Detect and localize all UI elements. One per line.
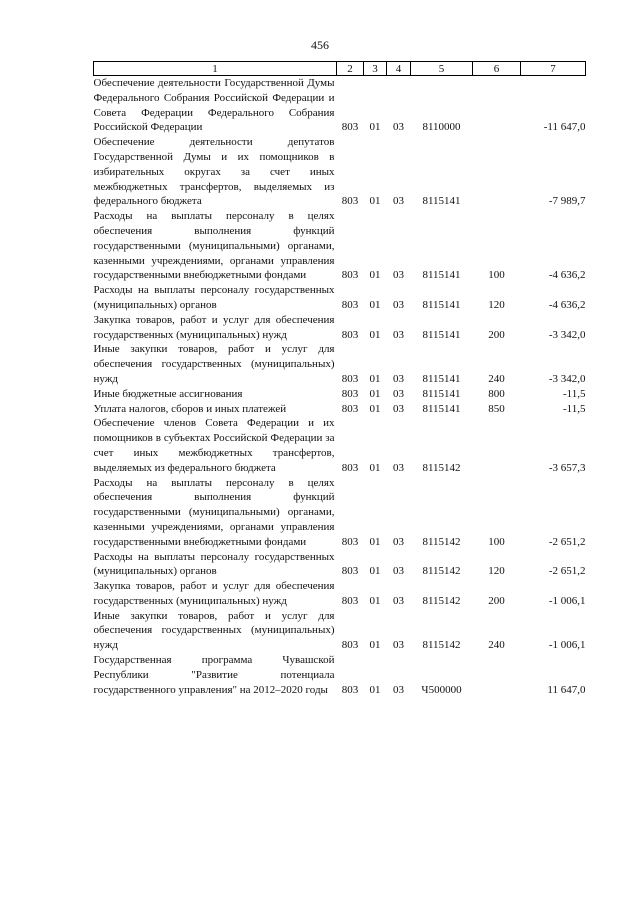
table-row <box>94 342 586 386</box>
row-name: Обеспечение деятельности Государственной Думы Федерального Собрания Российской Федерации и Совета Федерации Федерального Собрания Российской Федерации <box>93 77 335 134</box>
table-row <box>94 135 586 209</box>
row-gr: 803 <box>341 195 359 208</box>
row-name: Обеспечение деятельности депутатов Государственной Думы и их помощников в избирательных округах за счет иных межбюджетных трансфертов, выделяемых из федерального бюджета <box>93 136 335 208</box>
table-row <box>94 283 586 313</box>
row-pr: 03 <box>393 535 404 548</box>
row-name: Расходы на выплаты персоналу государственных (муниципальных) органов <box>93 550 335 578</box>
row-sum: -11 647,0 <box>543 121 586 134</box>
row-pr: 03 <box>393 298 404 311</box>
row-vr <box>473 76 521 136</box>
row-gr: 803 <box>341 269 359 282</box>
row-name: Иные закупки товаров, работ и услуг для обеспечения государственных (муниципальных) нужд <box>93 609 335 652</box>
row-vr: 120 <box>488 298 505 311</box>
row-name: Закупка товаров, работ и услуг для обеспечения государственных (муниципальных) нужд <box>93 580 335 607</box>
row-pr: 03 <box>393 195 404 208</box>
row-gr: 803 <box>341 372 359 385</box>
table-row <box>94 313 586 343</box>
row-pr: 03 <box>393 402 404 415</box>
row-vr: 240 <box>488 372 505 385</box>
row-vr: 100 <box>488 535 505 548</box>
row-sum: -11,5 <box>562 402 586 415</box>
row-vr: 800 <box>488 387 505 400</box>
row-gr: 803 <box>341 402 359 415</box>
row-csr: 8115142 <box>422 639 461 652</box>
row-rz: 01 <box>369 535 381 548</box>
row-gr: 803 <box>341 639 359 652</box>
row-pr: 03 <box>393 461 404 474</box>
row-vr: 850 <box>488 402 505 415</box>
row-pr: 03 <box>393 683 404 696</box>
row-name: Государственная программа Чувашской Республики "Развитие потенциала государственного управления" на 2012–2020 годы <box>93 654 335 696</box>
row-rz: 01 <box>369 639 381 652</box>
header-col-3: 3 <box>364 62 387 76</box>
row-rz: 01 <box>369 195 381 208</box>
row-csr: 8110000 <box>422 121 461 134</box>
row-gr: 803 <box>341 535 359 548</box>
row-sum: -7 989,7 <box>548 195 586 208</box>
row-sum: -3 342,0 <box>548 328 586 341</box>
row-vr <box>473 653 521 697</box>
row-pr: 03 <box>393 594 404 607</box>
row-pr: 03 <box>393 328 404 341</box>
header-col-1: 1 <box>94 62 337 76</box>
row-csr: 8115141 <box>422 328 461 341</box>
row-csr: 8115141 <box>422 372 461 385</box>
table-row <box>94 416 586 475</box>
table-body <box>94 76 586 698</box>
row-name: Расходы на выплаты персоналу в целях обеспечения выполнения функций государственными (муниципальными) органами, казенными учреждениями, органами управления государственными внебюджетными фондами <box>93 476 335 548</box>
table-row <box>94 476 586 550</box>
row-name: Расходы на выплаты персоналу в целях обеспечения выполнения функций государственными (муниципальными) органами, казенными учреждениями, органами управления государственными внебюджетными фондами <box>93 210 335 282</box>
row-rz: 01 <box>369 683 381 696</box>
row-sum: -3 342,0 <box>548 372 586 385</box>
row-vr: 120 <box>488 565 505 578</box>
row-rz: 01 <box>369 402 381 415</box>
page-number: 456 <box>311 38 329 52</box>
row-csr: 8115141 <box>422 402 461 415</box>
row-rz: 01 <box>369 298 381 311</box>
header-col-4: 4 <box>387 62 411 76</box>
row-sum: -11,5 <box>562 387 586 400</box>
table-row <box>94 579 586 609</box>
table-header-row <box>94 62 586 76</box>
header-col-2: 2 <box>337 62 364 76</box>
row-csr: Ч500000 <box>421 683 462 696</box>
row-vr: 100 <box>488 269 505 282</box>
header-col-7: 7 <box>521 62 586 76</box>
row-csr: 8115142 <box>422 461 461 474</box>
row-csr: 8115141 <box>422 298 461 311</box>
row-csr: 8115142 <box>422 535 461 548</box>
row-rz: 01 <box>369 461 381 474</box>
row-csr: 8115142 <box>422 565 461 578</box>
row-rz: 01 <box>369 387 381 400</box>
table-row <box>94 402 586 417</box>
row-pr: 03 <box>393 372 404 385</box>
row-name: Иные бюджетные ассигнования <box>93 387 243 400</box>
row-gr: 803 <box>341 121 359 134</box>
header-col-5: 5 <box>411 62 473 76</box>
row-name: Уплата налогов, сборов и иных платежей <box>93 402 287 415</box>
table-row <box>94 653 586 697</box>
row-gr: 803 <box>341 565 359 578</box>
row-sum: -1 006,1 <box>548 594 586 607</box>
row-pr: 03 <box>393 121 404 134</box>
row-sum: -4 636,2 <box>548 269 586 282</box>
row-vr <box>473 416 521 475</box>
table-row <box>94 209 586 283</box>
row-sum: -4 636,2 <box>548 298 586 311</box>
header-col-6: 6 <box>473 62 521 76</box>
row-csr: 8115141 <box>422 269 461 282</box>
table-header <box>94 62 586 76</box>
row-sum: -2 651,2 <box>548 565 586 578</box>
row-sum: 11 647,0 <box>547 683 586 696</box>
row-gr: 803 <box>341 683 359 696</box>
row-gr: 803 <box>341 328 359 341</box>
table-row <box>94 609 586 653</box>
row-sum: -2 651,2 <box>548 535 586 548</box>
row-sum: -1 006,1 <box>548 639 586 652</box>
row-pr: 03 <box>393 565 404 578</box>
row-pr: 03 <box>393 639 404 652</box>
row-rz: 01 <box>369 269 381 282</box>
row-name: Иные закупки товаров, работ и услуг для обеспечения государственных (муниципальных) нужд <box>93 343 335 385</box>
table-row <box>94 550 586 580</box>
row-name: Закупка товаров, работ и услуг для обеспечения государственных (муниципальных) нужд <box>93 313 335 341</box>
row-gr: 803 <box>341 387 359 400</box>
row-vr: 240 <box>488 639 505 652</box>
table-row <box>94 76 586 136</box>
row-rz: 01 <box>369 594 381 607</box>
row-rz: 01 <box>369 121 381 134</box>
row-gr: 803 <box>341 461 359 474</box>
row-vr: 200 <box>488 594 505 607</box>
row-rz: 01 <box>369 372 381 385</box>
row-vr: 200 <box>488 328 505 341</box>
row-rz: 01 <box>369 565 381 578</box>
row-csr: 8115141 <box>422 195 461 208</box>
table-row <box>94 387 586 402</box>
row-csr: 8115141 <box>422 387 461 400</box>
row-name: Расходы на выплаты персоналу государственных (муниципальных) органов <box>93 284 335 311</box>
budget-table <box>93 61 586 697</box>
row-rz: 01 <box>369 328 381 341</box>
row-pr: 03 <box>393 387 404 400</box>
row-sum: -3 657,3 <box>548 461 586 474</box>
row-gr: 803 <box>341 298 359 311</box>
row-name: Обеспечение членов Совета Федерации и их помощников в субъектах Российской Федерации за счет иных межбюджетных трансфертов, выделяемых из федерального бюджета <box>93 417 335 474</box>
row-csr: 8115142 <box>422 594 461 607</box>
row-pr: 03 <box>393 269 404 282</box>
row-gr: 803 <box>341 594 359 607</box>
row-vr <box>473 135 521 209</box>
